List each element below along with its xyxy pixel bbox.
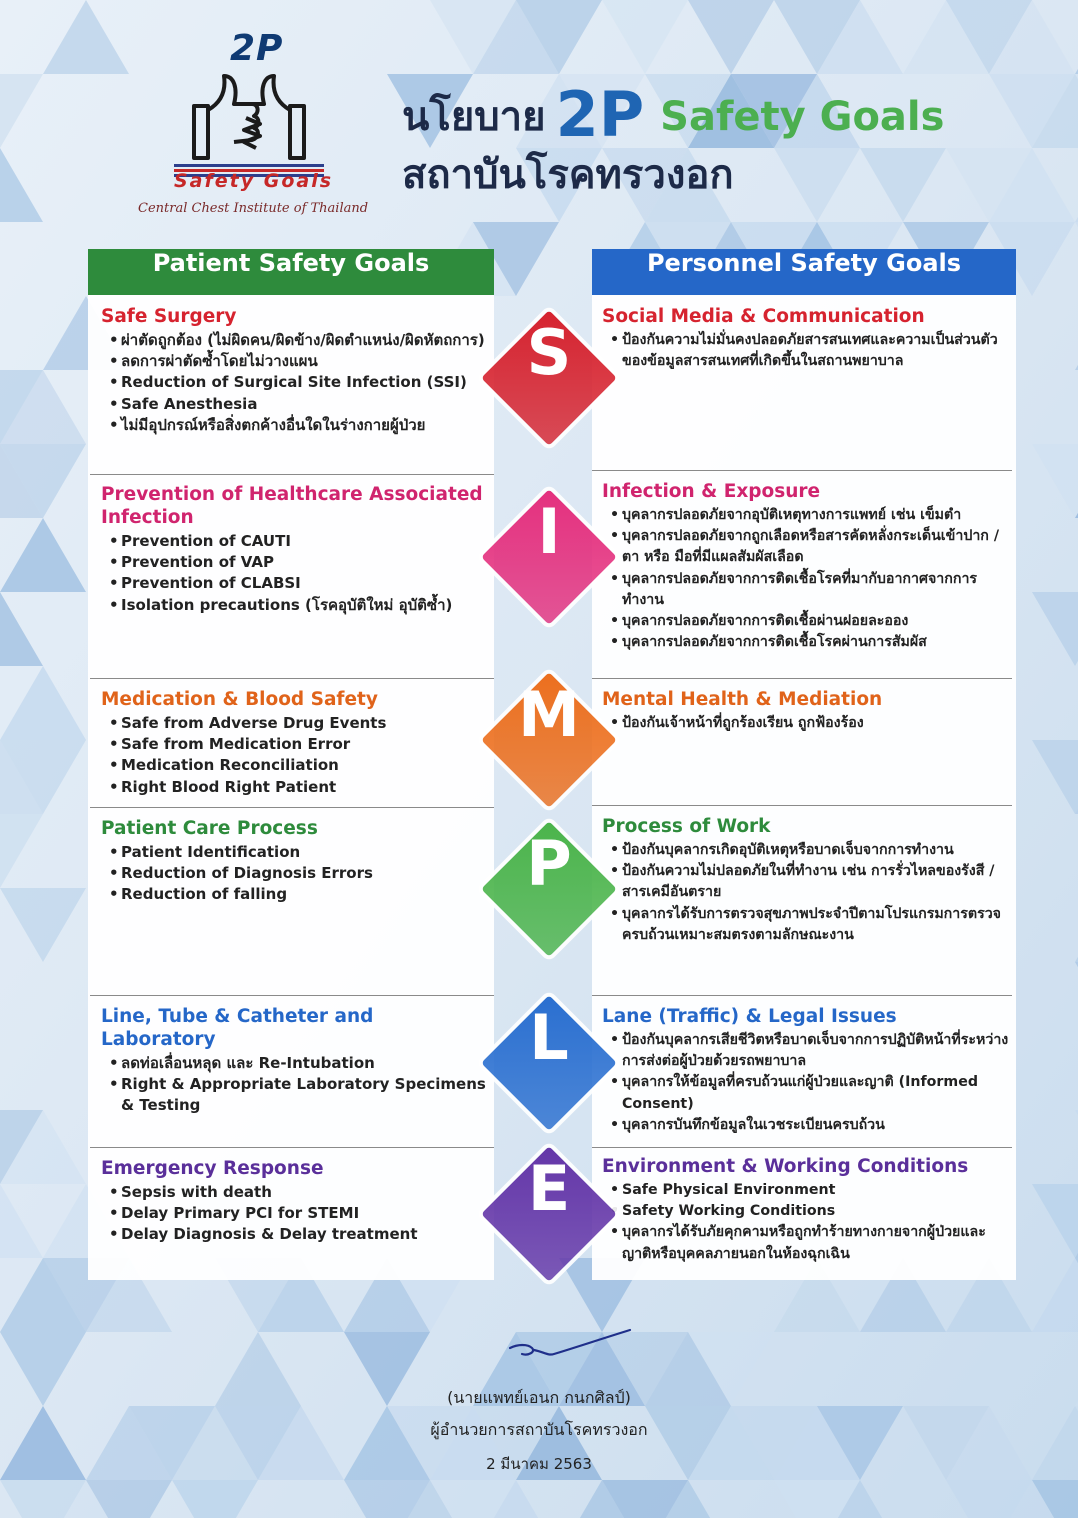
right-section — [602, 1005, 1010, 1136]
left-section-list — [101, 713, 487, 798]
list-item: • บุคลากรได้รับการตรวจสุขภาพประจำปีตามโปรแกรมการตรวจครบถ้วนเหมาะสมตรงตามลักษณะงาน — [610, 904, 1010, 946]
list-item: • Safe from Medication Error — [109, 734, 487, 755]
left-section — [101, 688, 487, 798]
list-item: • ป้องกันบุคลากรเสียชีวิตหรือบาดเจ็บจากการปฏิบัติหน้าที่ระหว่างการส่งต่อผู้ป่วยด้วยรถพยาบาล — [610, 1030, 1010, 1072]
section-divider — [90, 807, 494, 808]
left-section-title: Emergency Response — [101, 1158, 324, 1179]
list-item: • บุคลากรปลอดภัยจากการติดเชื้อผ่านฝอยละออง — [610, 611, 1010, 632]
section-divider — [592, 678, 1012, 679]
section-divider — [90, 1147, 494, 1148]
page-title-line2: สถาบันโรคทรวงอก — [402, 152, 734, 198]
left-section — [101, 483, 487, 616]
list-item: • ป้องกันบุคลากรเกิดอุบัติเหตุหรือบาดเจ็บจากการทำงาน — [610, 840, 1010, 861]
signature-date: 2 มีนาคม 2563 — [486, 1455, 592, 1473]
list-item: • ลดท่อเลื่อนหลุด และ Re-Intubation — [109, 1053, 487, 1074]
left-section-list — [101, 531, 487, 616]
section-divider — [90, 474, 494, 475]
right-section-list — [602, 330, 1010, 372]
left-section-title: Medication & Blood Safety — [101, 689, 378, 710]
list-item: • ผ่าตัดถูกต้อง (ไม่ผิดคน/ผิดข้าง/ผิดตำแหน่ง/ผิดหัตถการ) — [109, 330, 487, 351]
list-item: • บุคลากรได้รับภัยคุกคามหรือถูกทำร้ายทางกายจากผู้ป่วยและญาติหรือบุคคลภายนอกในห้องฉุกเฉิน — [610, 1222, 1010, 1264]
simple-letter-e: E — [527, 1152, 571, 1225]
right-section-title: Mental Health & Mediation — [602, 689, 883, 710]
right-section-list — [602, 840, 1010, 946]
left-section — [101, 1157, 487, 1246]
list-item: • Safe Anesthesia — [109, 394, 487, 415]
right-section-list — [602, 505, 1010, 653]
left-section-list — [101, 330, 487, 436]
list-item: • Isolation precautions (โรคอุบัติใหม่ อุบัติซ้ำ) — [109, 595, 487, 616]
list-item: • Medication Reconciliation — [109, 755, 487, 776]
right-section-list — [602, 1030, 1010, 1136]
simple-letter-m: M — [518, 678, 580, 751]
signer-position: ผู้อำนวยการสถาบันโรคทรวงอก — [430, 1420, 648, 1439]
list-item: • Reduction of Diagnosis Errors — [109, 863, 487, 884]
list-item: • Reduction of Surgical Site Infection (SSI) — [109, 372, 487, 393]
right-section-title: Environment & Working Conditions — [602, 1156, 969, 1177]
right-section-title: Lane (Traffic) & Legal Issues — [602, 1006, 897, 1027]
right-section — [602, 1155, 1010, 1265]
list-item: • Prevention of CLABSI — [109, 573, 487, 594]
personnel-safety-header: Personnel Safety Goals — [592, 249, 1016, 295]
list-item: • Delay Diagnosis & Delay treatment — [109, 1224, 487, 1245]
right-section — [602, 688, 1010, 734]
right-section-list — [602, 713, 1010, 734]
list-item: • Sepsis with death — [109, 1182, 487, 1203]
list-item: • บุคลากรให้ข้อมูลที่ครบถ้วนแก่ผู้ป่วยและญาติ (Informed Consent) — [610, 1072, 1010, 1114]
page-title-line1 — [402, 72, 945, 151]
list-item: • ป้องกันความไม่มั่นคงปลอดภัยสารสนเทศและความเป็นส่วนตัวของข้อมูลสารสนเทศที่เกิดขึ้นในสถานพยาบาล — [610, 330, 1010, 372]
list-item: • ป้องกันเจ้าหน้าที่ถูกร้องเรียน ถูกฟ้องร้อง — [610, 713, 1010, 734]
signature-image — [504, 1326, 634, 1366]
left-section-title: Line, Tube & Catheter and Laboratory — [101, 1006, 374, 1050]
simple-letter-l: L — [529, 1001, 569, 1074]
right-section — [602, 480, 1010, 653]
left-section — [101, 1005, 487, 1117]
list-item: • Right Blood Right Patient — [109, 777, 487, 798]
simple-letter-i: I — [537, 495, 561, 568]
left-section-title: Safe Surgery — [101, 306, 237, 327]
right-section — [602, 815, 1010, 946]
left-section-list — [101, 842, 487, 906]
simple-letter-p: P — [526, 827, 572, 900]
section-divider — [592, 1147, 1012, 1148]
list-item: • Prevention of CAUTI — [109, 531, 487, 552]
list-item: • บุคลากรปลอดภัยจากอุบัติเหตุทางการแพทย์ เช่น เข็มตำ — [610, 505, 1010, 526]
signer-name: (นายแพทย์เอนก กนกศิลป์) — [447, 1388, 631, 1407]
section-divider — [592, 470, 1012, 471]
list-item: • บุคลากรปลอดภัยจากการติดเชื้อโรคผ่านการสัมผัส — [610, 632, 1010, 653]
logo-institute: Central Chest Institute of Thailand — [138, 201, 369, 216]
title-2p: 2P — [555, 78, 645, 151]
list-item: • Prevention of VAP — [109, 552, 487, 573]
left-section-list — [101, 1053, 487, 1117]
list-item: • Delay Primary PCI for STEMI — [109, 1203, 487, 1224]
left-section-title: Prevention of Healthcare Associated Infection — [101, 484, 483, 528]
logo — [130, 28, 390, 228]
list-item: • Reduction of falling — [109, 884, 487, 905]
title-prefix: นโยบาย — [402, 94, 546, 140]
list-item: • Safety Working Conditions — [610, 1201, 1010, 1222]
list-item: • ลดการผ่าตัดซ้ำโดยไม่วางแผน — [109, 351, 487, 372]
section-divider — [90, 995, 494, 996]
list-item: • Safe from Adverse Drug Events — [109, 713, 487, 734]
right-section-list — [602, 1180, 1010, 1265]
logo-mark: 2P — [230, 28, 284, 69]
section-divider — [592, 805, 1012, 806]
list-item: • ไม่มีอุปกรณ์หรือสิ่งตกค้างอื่นใดในร่างกายผู้ป่วย — [109, 415, 487, 436]
right-section-title: Social Media & Communication — [602, 306, 925, 327]
list-item: • Safe Physical Environment — [610, 1180, 1010, 1201]
list-item: • บุคลากรบันทึกข้อมูลในเวชระเบียนครบถ้วน — [610, 1115, 1010, 1136]
right-section-title: Infection & Exposure — [602, 481, 821, 502]
left-section — [101, 305, 487, 436]
right-section — [602, 305, 1010, 372]
list-item: • บุคลากรปลอดภัยจากถูกเลือดหรือสารคัดหลั่งกระเด็นเข้าปาก /ตา หรือ มือที่มีแผลสัมผัสเลือด — [610, 526, 1010, 568]
simple-letter-s: S — [526, 316, 572, 389]
left-section — [101, 817, 487, 906]
list-item: • Right & Appropriate Laboratory Specimens & Testing — [109, 1074, 487, 1116]
list-item: • ป้องกันความไม่ปลอดภัยในที่ทำงาน เช่น การรั่วไหลของรังสี / สารเคมีอันตราย — [610, 861, 1010, 903]
thumbs-up-handshake-icon — [164, 68, 334, 178]
logo-name: Safety Goals — [174, 170, 334, 192]
list-item: • บุคลากรปลอดภัยจากการติดเชื้อโรคที่มากับอากาศจากการทำงาน — [610, 569, 1010, 611]
title-safety-goals: Safety Goals — [660, 94, 945, 140]
section-divider — [90, 678, 494, 679]
section-divider — [592, 995, 1012, 996]
right-section-title: Process of Work — [602, 816, 771, 837]
patient-safety-header: Patient Safety Goals — [88, 249, 494, 295]
left-section-list — [101, 1182, 487, 1246]
left-section-title: Patient Care Process — [101, 818, 318, 839]
list-item: • Patient Identification — [109, 842, 487, 863]
